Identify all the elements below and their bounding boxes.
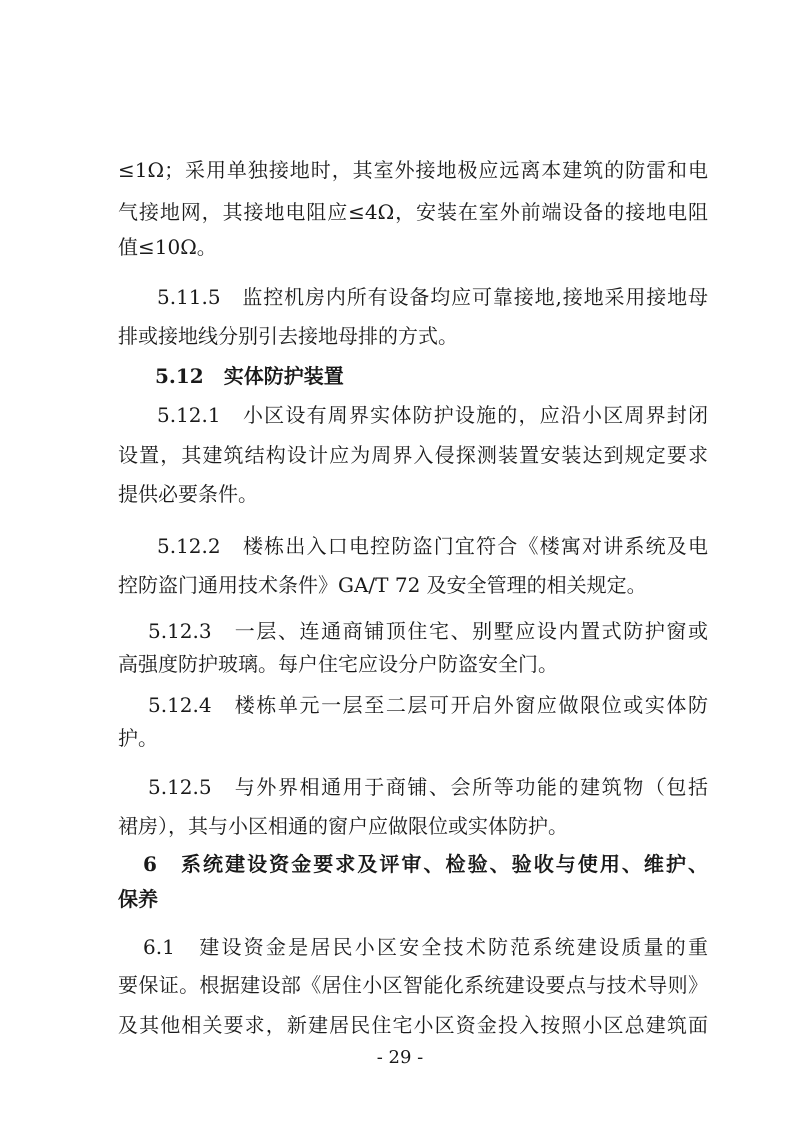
body-text-line: 排或接地线分别引去接地母排的方式。 — [118, 324, 458, 348]
body-text-line: 气接地网，其接地电阻应≤4Ω，安装在室外前端设备的接地电阻 — [118, 200, 708, 224]
body-text-line: 要保证。根据建设部《居住小区智能化系统建设要点与技术导则》 — [118, 973, 708, 997]
body-text-line: 值≤10Ω。 — [118, 235, 217, 259]
body-text-line: 提供必要条件。 — [118, 482, 258, 506]
clause-6-1: 6.1 建设资金是居民小区安全技术防范系统建设质量的重 — [143, 935, 708, 959]
page-number: - 29 - — [376, 1047, 424, 1068]
body-text-line: 护。 — [118, 726, 158, 750]
clause-5-12-3: 5.12.3 一层、连通商铺顶住宅、别墅应设内置式防护窗或 — [148, 619, 708, 643]
clause-5-12-5: 5.12.5 与外界相通用于商铺、会所等功能的建筑物（包括 — [148, 775, 708, 799]
body-text-line: 及其他相关要求，新建居民住宅小区资金投入按照小区总建筑面 — [118, 1013, 708, 1037]
section-heading-6: 6 系统建设资金要求及评审、检验、验收与使用、维护、 — [143, 852, 708, 876]
section-heading-5-12: 5.12 实体防护装置 — [155, 364, 344, 388]
clause-5-12-1: 5.12.1 小区设有周界实体防护设施的，应沿小区周界封闭 — [157, 403, 708, 427]
clause-5-12-2: 5.12.2 楼栋出入口电控防盗门宜符合《楼寓对讲系统及电 — [157, 534, 708, 558]
clause-5-11-5: 5.11.5 监控机房内所有设备均应可靠接地,接地采用接地母 — [157, 285, 708, 309]
body-text-line: 裙房），其与小区相通的窗户应做限位或实体防护。 — [118, 814, 568, 838]
body-text-line: ≤1Ω；采用单独接地时，其室外接地极应远离本建筑的防雷和电 — [118, 158, 708, 182]
clause-5-12-4: 5.12.4 楼栋单元一层至二层可开启外窗应做限位或实体防 — [148, 693, 708, 717]
section-heading-6-continued: 保养 — [118, 887, 158, 911]
body-text-line: 高强度防护玻璃。每户住宅应设分户防盗安全门。 — [118, 652, 558, 676]
body-text-line: 控防盗门通用技术条件》GA/T 72 及安全管理的相关规定。 — [118, 573, 647, 597]
body-text-line: 设置，其建筑结构设计应为周界入侵探测装置安装达到规定要求 — [118, 443, 708, 467]
